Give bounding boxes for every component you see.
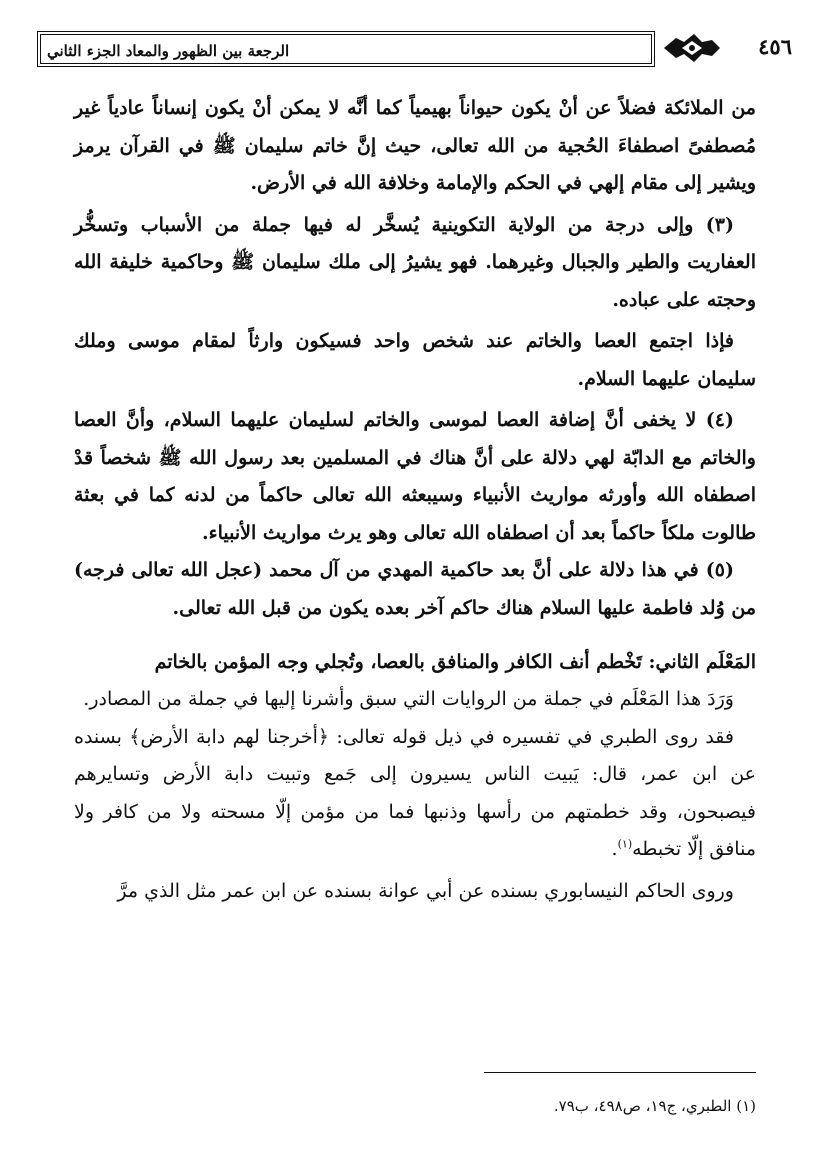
page-body	[74, 90, 756, 910]
paragraph-4: (٤) لا يخفى أنَّ إضافة العصا لموسى والخاتم لسليمان عليهما السلام، وأنَّ العصا والخاتم مع الدابّة لهي دلالة على أنَّ هناك في المسلمين بعد رسول الله ﷺ شخصاً قدْ اصطفاه الله وأورثه مواريث الأنبياء وسيبعثه الله تعالى حاكماً من لدنه كما في بعثة طالوت ملكاً حاكماً بعد أن اصطفاه الله تعالى وهو يرث مواريث الأنبياء.	[74, 409, 756, 544]
page-number: ٤٥٦	[758, 34, 792, 59]
section-title: المَعْلَم الثاني: تَخْطم أنف الكافر والمنافق بالعصا، وتُجلي وجه المؤمن بالخاتم	[154, 651, 756, 673]
footnote-ref[interactable]: (١)	[617, 837, 633, 851]
tabari-text: فقد روى الطبري في تفسيره في ذيل قوله تعالى: ﴿أخرجنا لهم دابة الأرض﴾ بسنده عن ابن عمر، قال: يَبيت الناس يسيرون إلى جَمع وتبيت دابة الأرض وتسايرهم فيصبحون، وقد خطمتهم من رأسها وذنبها فما من مؤمن إلّا مسحته ولا من كافر ولا منافق إلّا تخبطه	[74, 725, 756, 860]
paragraph-1: من الملائكة فضلاً عن أنْ يكون حيواناً بهيمياً كما أنَّه لا يمكن أنْ يكون إنساناً عادياً غير مُصطفىً اصطفاءَ الحُجية من الله تعالى، حيث إنَّ خاتم سليمان ﷺ في القرآن يرمز ويشير إلى مقام إلهي في الحكم والإمامة وخلافة الله في الأرض.	[74, 97, 756, 194]
book-title: الرجعة بين الظهور والمعاد الجزء الثاني	[47, 42, 290, 60]
title-frame	[40, 34, 652, 64]
page-header	[40, 30, 792, 68]
section-intro: وَرَدَ هذا المَعْلَم في جملة من الروايات التي سبق وأشرنا إليها في جملة من المصادر.	[83, 688, 734, 710]
paragraph-3: فإذا اجتمع العصا والخاتم عند شخص واحد فسيكون وارثاً لمقام موسى وملك سليمان عليهما السلام.	[74, 330, 756, 390]
paragraph-5: (٥) في هذا دلالة على أنَّ بعد حاكمية المهدي من آل محمد (عجل الله تعالى فرجه) من وُلد فاطمة عليها السلام هناك حاكم آخر بعده يكون من قبل الله تعالى.	[74, 559, 756, 619]
tabari-paragraph	[74, 719, 756, 869]
footnote: (١) الطبري، ج١٩، ص٤٩٨، ب٧٩.	[553, 1097, 756, 1115]
paragraph-2: (٣) وإلى درجة من الولاية التكوينية يُسخَّر له فيها جملة من الأسباب وتسخُّر العفاريت والطير والجبال وغيرهما. فهو يشيرُ إلى ملك سليمان ﷺ وحاكمية خليفة الله وحجته على عباده.	[74, 213, 756, 311]
hakim-paragraph: وروى الحاكم النيسابوري بسنده عن أبي عوانة بسنده عن ابن عمر مثل الذي مرَّ	[117, 879, 734, 902]
tabari-end: .	[611, 838, 618, 860]
footnote-divider	[484, 1072, 756, 1073]
ornament-icon	[662, 32, 722, 64]
